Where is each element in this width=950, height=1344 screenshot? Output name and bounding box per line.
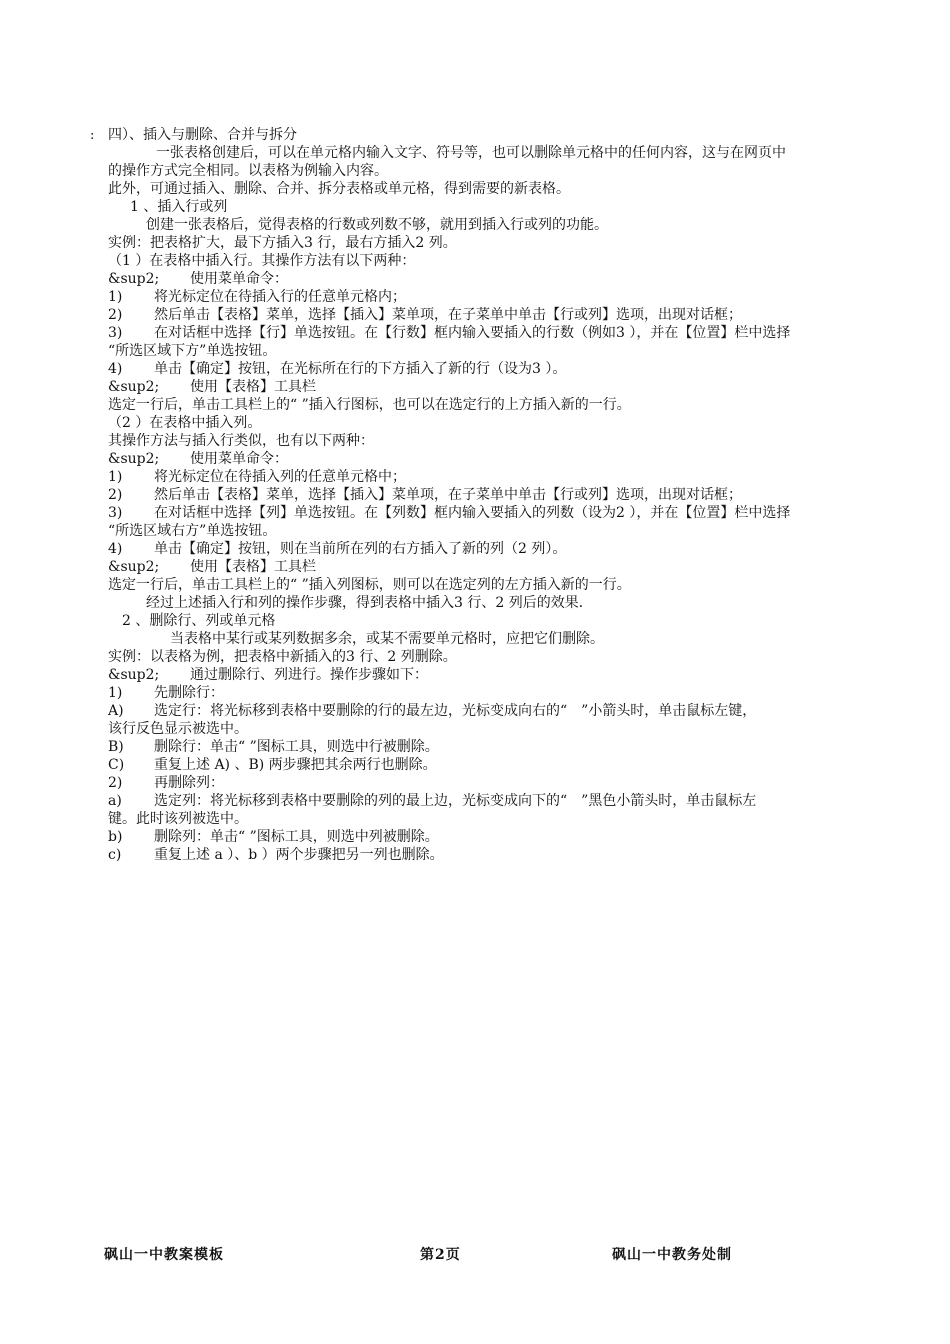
bullet-marker: &sup2;: [108, 667, 160, 683]
bullet-marker: &sup2;: [108, 559, 160, 575]
step-number: B): [108, 739, 124, 755]
subsection-heading: 1 、插入行或列: [130, 199, 228, 215]
paragraph-line: 一张表格创建后，可以在单元格内输入文字、符号等，也可以删除单元格中的任何内容，这与在网页中: [156, 145, 786, 161]
step-line: [108, 846, 888, 864]
step-text: 选定行：将光标移到表格中要删除的行的最左边，光标变成向右的“ ”小箭头时，单击鼠标左键，: [154, 703, 757, 719]
step-text: 单击【确定】按钮，在光标所在行的下方插入了新的行（设为3 ）。: [154, 361, 567, 377]
step-line: [108, 306, 888, 324]
step-line: [108, 486, 888, 504]
paragraph-line: 当表格中某行或某列数据多余，或某不需要单元格时，应把它们删除。: [170, 631, 604, 647]
step-number: b): [108, 829, 123, 845]
paragraph-line: （2 ）在表格中插入列。: [108, 415, 262, 431]
paragraph-line: 其操作方法与插入行类似，也有以下两种：: [108, 433, 374, 449]
step-number: 4): [108, 541, 123, 557]
bullet-line: [108, 450, 888, 468]
step-number: 3): [108, 325, 123, 341]
paragraph-line: 键。此时该列被选中。: [108, 811, 248, 827]
step-number: 4): [108, 361, 123, 377]
margin-mark: :: [90, 128, 95, 143]
step-number: 3): [108, 505, 123, 521]
paragraph-line: 经过上述插入行和列的操作步骤，得到表格中插入3 行、2 列后的效果．: [146, 595, 593, 611]
step-text: 将光标定位在待插入行的任意单元格内；: [154, 289, 406, 305]
step-text: 然后单击【表格】菜单，选择【插入】菜单项，在子菜单中单击【行或列】选项，出现对话框；: [154, 487, 742, 503]
page-number: 第2页: [420, 1247, 461, 1263]
step-line: [108, 288, 888, 306]
example-line: 实例：把表格扩大，最下方插入3 行，最右方插入2 列。: [108, 235, 457, 251]
step-number: 2): [108, 775, 123, 791]
step-line: [108, 684, 888, 702]
step-line: [108, 702, 888, 720]
paragraph-line: 此外，可通过插入、删除、合并、拆分表格或单元格，得到需要的新表格。: [108, 181, 570, 197]
step-text: 先删除行：: [154, 685, 224, 701]
paragraph-line: 创建一张表格后，觉得表格的行数或列数不够，就用到插入行或列的功能。: [146, 217, 608, 233]
step-line: [108, 360, 888, 378]
bullet-line: [108, 270, 888, 288]
step-number: C): [108, 757, 125, 773]
bullet-marker: &sup2;: [108, 379, 160, 395]
step-number: 1): [108, 469, 123, 485]
document-body: [108, 126, 888, 864]
example-line: 实例：以表格为例，把表格中新插入的3 行、2 列删除。: [108, 649, 457, 665]
bullet-line: [108, 378, 888, 396]
bullet-marker: &sup2;: [108, 271, 160, 287]
page-footer: [0, 1244, 950, 1266]
subsection-heading: 2 、删除行、列或单元格: [122, 613, 276, 629]
step-line: [108, 738, 888, 756]
paragraph-line: 的操作方式完全相同。以表格为例输入内容。: [108, 163, 388, 179]
step-line: [108, 792, 888, 810]
step-number: 1): [108, 289, 123, 305]
step-line: [108, 828, 888, 846]
step-text: 删除行：单击“ ”图标工具，则选中行被删除。: [154, 739, 439, 755]
step-text: 单击【确定】按钮，则在当前所在列的右方插入了新的列（2 列）。: [154, 541, 567, 557]
paragraph-line: 该行反色显示被选中。: [108, 721, 248, 737]
bullet-line: [108, 558, 888, 576]
step-text: 重复上述 A) 、B) 两步骤把其余两行也删除。: [154, 757, 437, 773]
step-line: [108, 774, 888, 792]
bullet-text: 通过删除行、列进行。操作步骤如下：: [190, 667, 428, 683]
step-line: [108, 504, 888, 522]
paragraph-line: 选定一行后，单击工具栏上的“ ”插入列图标，则可以在选定列的左方插入新的一行。: [108, 577, 631, 593]
paragraph-line: “所选区域下方”单选按钮。: [108, 343, 277, 359]
step-text: 删除列：单击“ ”图标工具，则选中列被删除。: [154, 829, 439, 845]
step-text: 再删除列：: [154, 775, 224, 791]
bullet-line: [108, 666, 888, 684]
step-text: 选定列：将光标移到表格中要删除的列的最上边，光标变成向下的“ ”黑色小箭头时，单击鼠标左: [154, 793, 757, 809]
bullet-text: 使用菜单命令：: [190, 451, 288, 467]
step-number: 2): [108, 487, 123, 503]
step-text: 在对话框中选择【列】单选按钮。在【列数】框内输入要插入的列数（设为2 ），并在【位置】栏中选择: [154, 505, 791, 521]
step-text: 将光标定位在待插入列的任意单元格中；: [154, 469, 406, 485]
paragraph-line: 选定一行后，单击工具栏上的“ ”插入行图标，也可以在选定行的上方插入新的一行。: [108, 397, 631, 413]
step-text: 然后单击【表格】菜单，选择【插入】菜单项，在子菜单中单击【行或列】选项，出现对话框；: [154, 307, 742, 323]
step-line: [108, 540, 888, 558]
step-number: a): [108, 793, 122, 809]
section-heading: 四）、插入与删除、合并与拆分: [108, 127, 297, 143]
bullet-text: 使用【表格】工具栏: [190, 559, 316, 575]
step-number: c): [108, 847, 122, 863]
footer-right-text: 砜山一中教务处制: [612, 1247, 732, 1263]
paragraph-line: （1 ）在表格中插入行。其操作方法有以下两种：: [108, 253, 416, 269]
paragraph-line: “所选区域右方”单选按钮。: [108, 523, 277, 539]
footer-left-text: 砜山一中教案模板: [104, 1247, 224, 1263]
bullet-text: 使用【表格】工具栏: [190, 379, 316, 395]
step-line: [108, 324, 888, 342]
step-line: [108, 756, 888, 774]
step-line: [108, 468, 888, 486]
step-text: 在对话框中选择【行】单选按钮。在【行数】框内输入要插入的行数（例如3 ），并在【位置】栏中选择: [154, 325, 791, 341]
step-number: 2): [108, 307, 123, 323]
bullet-text: 使用菜单命令：: [190, 271, 288, 287]
bullet-marker: &sup2;: [108, 451, 160, 467]
step-text: 重复上述 a ）、b ）两个步骤把另一列也删除。: [154, 847, 444, 863]
step-number: 1): [108, 685, 123, 701]
step-number: A): [108, 703, 124, 719]
